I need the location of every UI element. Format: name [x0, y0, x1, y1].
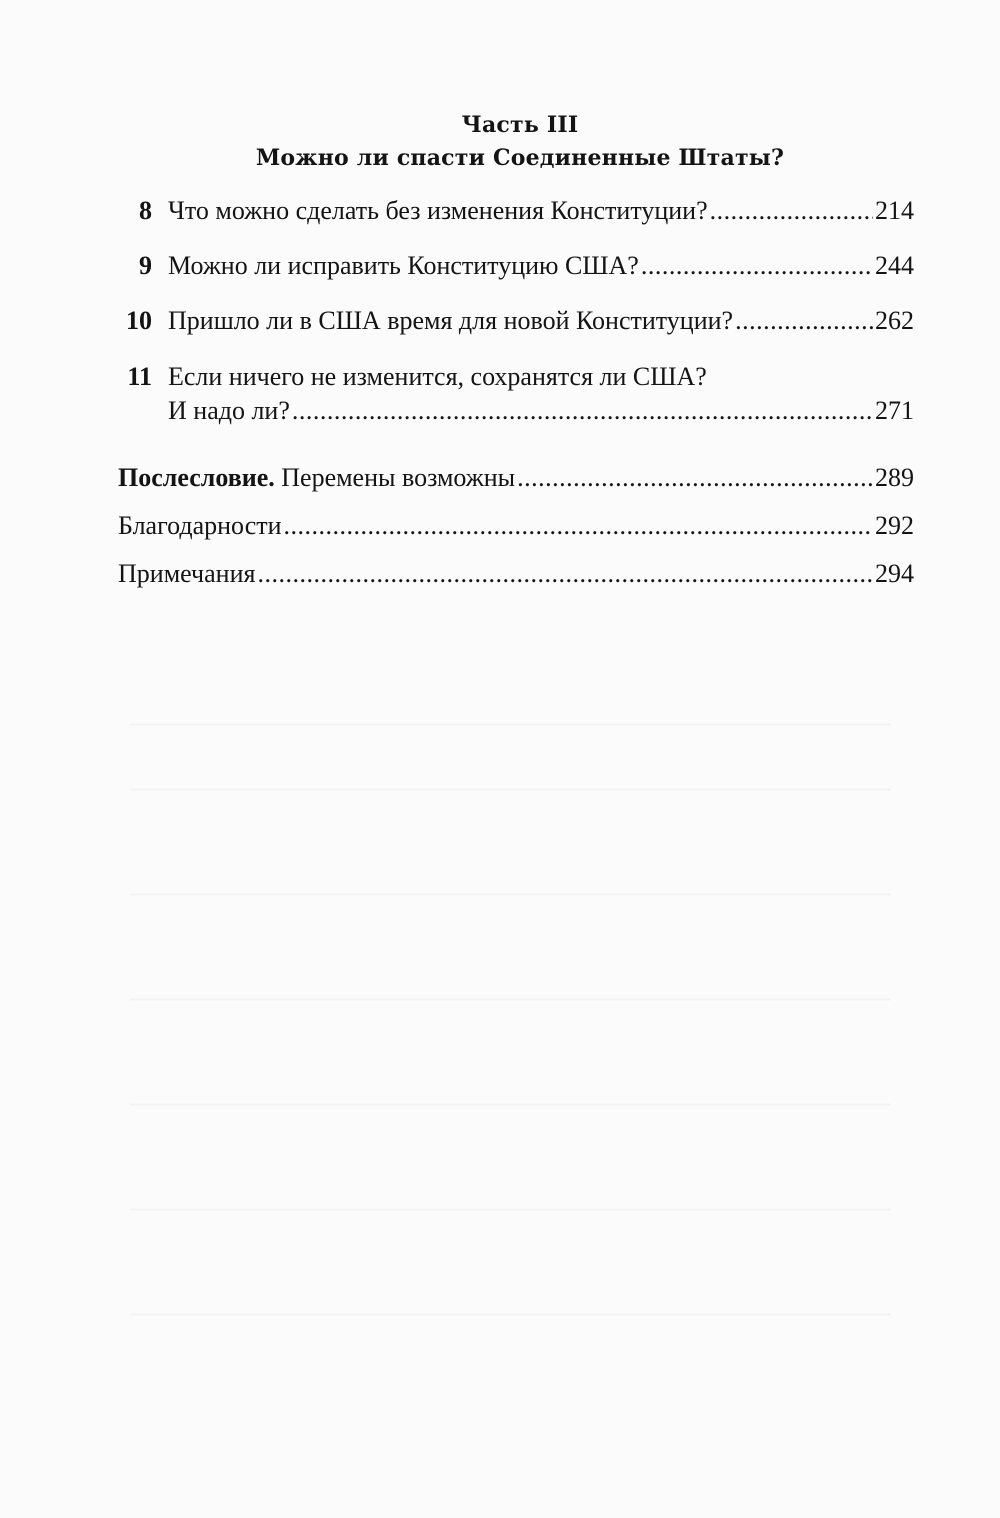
- leader-dots: [292, 396, 873, 426]
- toc-entry-acknowledgements[interactable]: [118, 511, 914, 541]
- leader-dots: [641, 251, 873, 281]
- toc-entry-notes[interactable]: [118, 559, 914, 589]
- page-number: 292: [875, 511, 914, 540]
- page-number: 262: [875, 306, 914, 335]
- chapter-number: 9: [139, 251, 152, 280]
- leader-dots: [284, 511, 873, 541]
- toc-entry-afterword[interactable]: [118, 463, 914, 493]
- part-title: Можно ли спасти Соединенные Штаты?: [255, 145, 785, 171]
- leader-dots: [710, 196, 873, 226]
- leader-dots: [517, 463, 873, 493]
- toc-entry-chapter-8[interactable]: [118, 196, 914, 226]
- page-number: 271: [875, 396, 914, 425]
- afterword-label: Послесловие.: [118, 463, 275, 492]
- chapter-title: Что можно сделать без изменения Конституции?: [168, 196, 708, 225]
- chapter-title-line-2: И надо ли?: [168, 396, 290, 425]
- chapter-number: 8: [139, 196, 152, 225]
- part-number: Часть III: [461, 112, 579, 138]
- chapter-title: Можно ли исправить Конституцию США?: [168, 251, 639, 280]
- page-number: 214: [875, 196, 914, 225]
- chapter-number: 10: [126, 306, 152, 335]
- toc-entry-chapter-9[interactable]: [118, 251, 914, 281]
- afterword-title: Перемены возможны: [281, 463, 516, 492]
- chapter-title: Пришло ли в США время для новой Конституции?: [168, 306, 734, 335]
- page-number: 294: [875, 559, 914, 588]
- acknowledgements-title: Благодарности: [118, 511, 282, 540]
- show-through-texture: [130, 700, 890, 1315]
- notes-title: Примечания: [118, 559, 256, 588]
- toc-entry-chapter-10[interactable]: [118, 306, 914, 336]
- leader-dots: [257, 559, 873, 589]
- page-number: 289: [875, 463, 914, 492]
- chapter-title-line-1: Если ничего не изменится, сохранятся ли США?: [168, 362, 707, 391]
- page-number: 244: [875, 251, 914, 280]
- toc-entry-chapter-11[interactable]: [118, 362, 914, 426]
- leader-dots: [735, 306, 873, 336]
- chapter-number: 11: [127, 362, 152, 391]
